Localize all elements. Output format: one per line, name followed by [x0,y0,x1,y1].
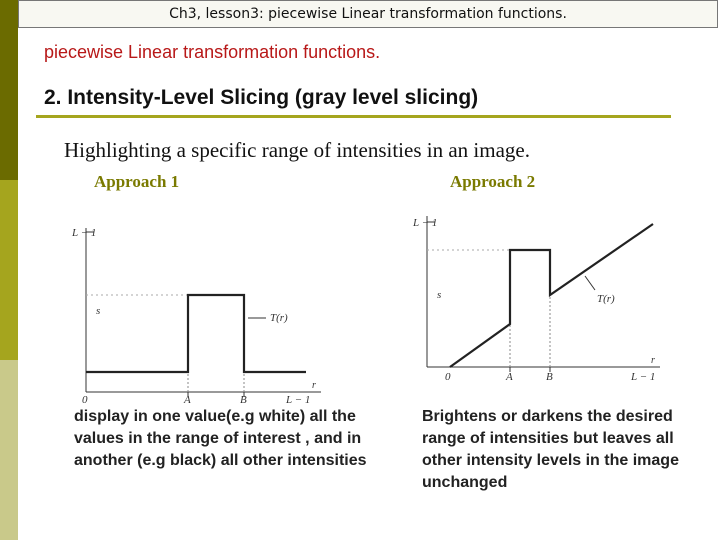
y-axis-label: s [437,289,442,301]
x-origin-label: 0 [445,371,451,383]
curve-label: T(r) [597,293,615,305]
x-b-label: B [546,371,553,383]
y-top-label: L − 1 [413,217,438,229]
slide-subtitle: Highlighting a specific range of intensities in an image. [64,138,530,162]
approach-1-description: display in one value(e.g white) all the values in the range of interest , and in another (e.g black) all other intensities [74,408,367,469]
x-b-label: B [240,394,247,405]
transformation-curve [86,295,306,372]
transformation-curve [450,224,653,367]
slide-header: Ch3, lesson3: piecewise Linear transformation functions. [18,0,718,28]
x-a-label: A [184,394,191,405]
x-end-label: L − 1 [631,371,656,383]
x-a-label: A [506,371,513,383]
x-axis-label: r [312,380,316,391]
heading-underline [36,115,671,118]
approach-2-description: Brightens or darkens the desired range of intensities but leaves all other intensity levels in the image unchanged [422,408,679,491]
approach-1-transfer-plot [66,220,331,405]
sidebar-accent-light [0,360,18,540]
sidebar-accent-dark [0,0,18,180]
curve-label: T(r) [270,312,288,324]
approach-2-transfer-plot [405,210,670,385]
curve-pointer [585,276,595,290]
y-top-label: L − 1 [72,227,97,239]
slide-title: piecewise Linear transformation functions. [44,42,381,62]
sidebar-accent-mid [0,180,18,360]
approach-1-label: Approach 1 [94,172,180,191]
x-origin-label: 0 [82,394,88,405]
section-heading: 2. Intensity-Level Slicing (gray level slicing) [44,86,479,109]
x-axis-label: r [651,355,655,366]
approach-2-label: Approach 2 [450,172,536,191]
x-end-label: L − 1 [286,394,311,405]
y-axis-label: s [96,305,101,317]
